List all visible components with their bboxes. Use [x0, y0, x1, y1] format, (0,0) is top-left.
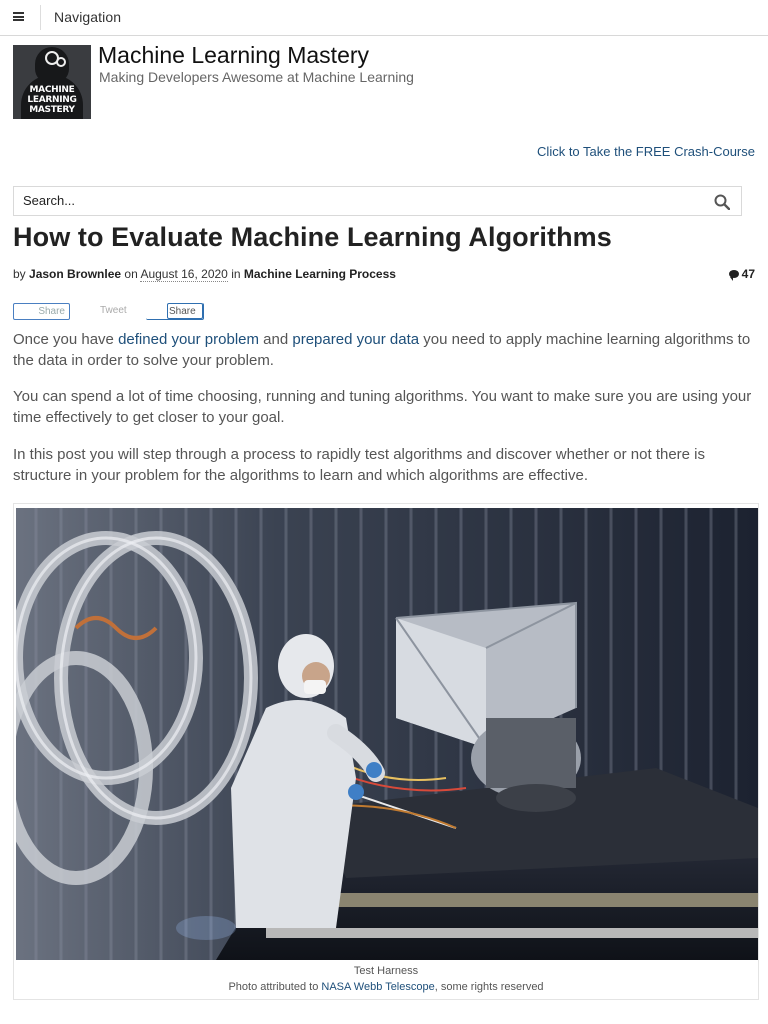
logo-text: MACHINE LEARNING MASTERY [27, 85, 77, 115]
comments-link[interactable] [729, 267, 755, 281]
gear-small-icon [56, 57, 66, 67]
tweet-button[interactable]: Tweet [100, 305, 127, 316]
paragraph-2: You can spend a lot of time choosing, running and tuning algorithms. You want to make sure you are using your time effectively to get closer to your goal. [13, 388, 752, 426]
p1-text-a: Once you have [13, 331, 119, 348]
author-link[interactable]: Jason Brownlee [29, 267, 122, 281]
crash-course-link[interactable]: Click to Take the FREE Crash-Course [537, 144, 755, 159]
share-button-2[interactable] [146, 303, 204, 320]
figure-caption [14, 963, 758, 995]
category-link[interactable]: Machine Learning Process [243, 267, 396, 281]
defined-problem-link[interactable]: defined your problem [118, 331, 259, 348]
caption-pre: Photo attributed to [228, 981, 322, 993]
post-meta [13, 267, 396, 281]
search-box [13, 186, 742, 216]
p1-text-c: you need to apply machine learning algorithms to the data in order to solve your problem. [13, 331, 751, 369]
comment-icon [729, 270, 739, 278]
search-input[interactable] [23, 193, 673, 208]
prepared-data-link[interactable]: prepared your data [292, 331, 420, 348]
nasa-webb-link[interactable]: NASA Webb Telescope [321, 981, 435, 993]
paragraph-1 [13, 329, 758, 371]
navigation-label[interactable]: Navigation [54, 9, 122, 25]
share-button-1[interactable]: Share [13, 303, 70, 320]
top-navigation-bar [0, 0, 768, 36]
nav-divider [40, 5, 41, 30]
p1-text-b: and [259, 331, 293, 348]
menu-icon[interactable] [13, 12, 24, 21]
meta-on: on [124, 267, 138, 281]
caption-credit [14, 979, 758, 995]
meta-by: by [13, 267, 26, 281]
post-title: How to Evaluate Machine Learning Algorithms [13, 222, 612, 252]
post-date: August 16, 2020 [140, 267, 228, 281]
paragraph-3: In this post you will step through a process to rapidly test algorithms and discover whether or not there is structure in your problem for the algorithms to learn and which algorithms are effective. [13, 446, 706, 484]
comment-count: 47 [741, 267, 755, 281]
caption-post: , some rights reserved [434, 981, 544, 993]
site-title[interactable]: Machine Learning Mastery [98, 42, 370, 68]
site-tagline: Making Developers Awesome at Machine Learning [99, 69, 414, 85]
search-icon[interactable] [714, 194, 730, 210]
share-button-2-label: Share [167, 303, 203, 319]
figure [13, 503, 759, 1000]
site-logo[interactable] [13, 45, 91, 119]
meta-in: in [231, 267, 241, 281]
test-harness-photo [16, 508, 758, 960]
caption-title: Test Harness [353, 965, 419, 977]
